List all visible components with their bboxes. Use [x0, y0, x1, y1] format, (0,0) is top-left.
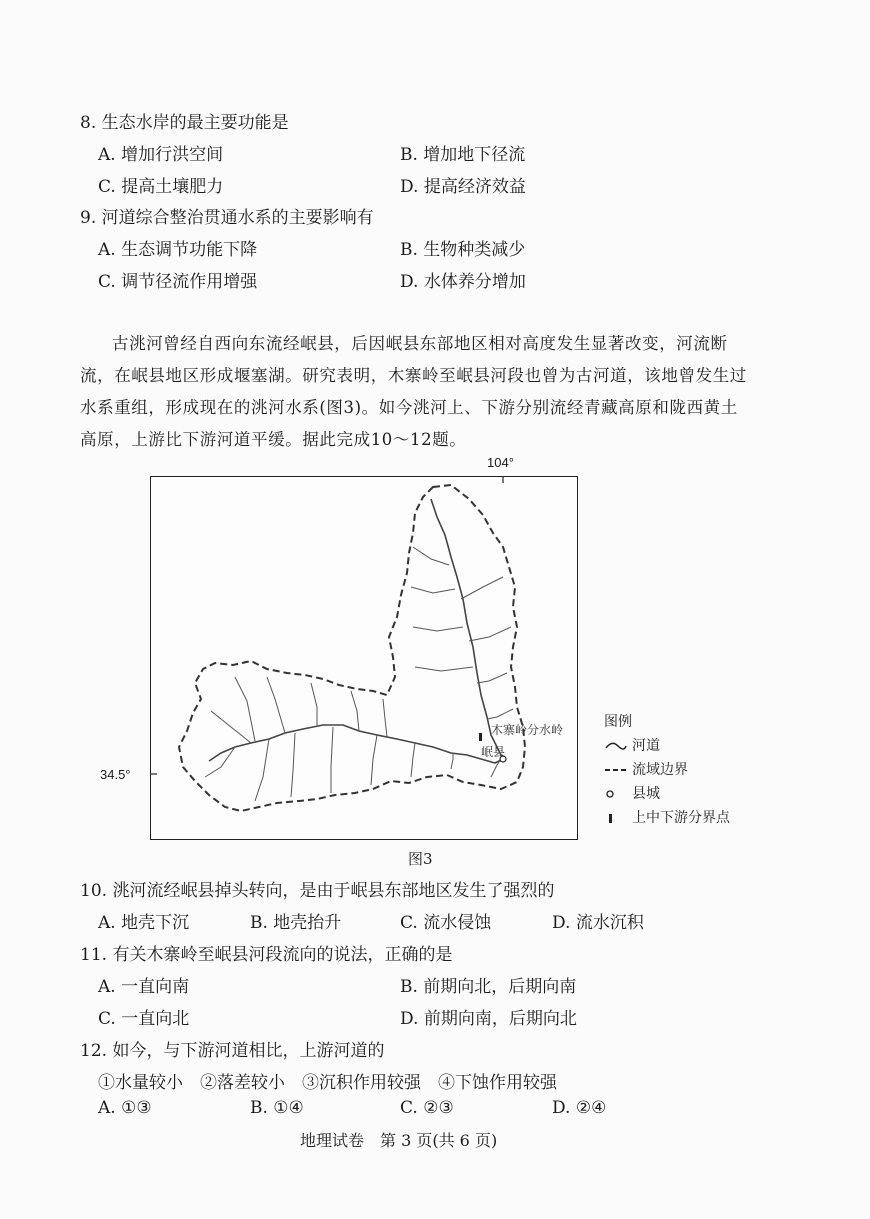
- river-map: [151, 477, 577, 839]
- q8-option-d: D. 提高经济效益: [400, 177, 526, 197]
- q8-option-b: B. 增加地下径流: [400, 145, 526, 165]
- q11-stem: 11. 有关木寨岭至岷县河段流向的说法，正确的是: [80, 945, 453, 965]
- q9-option-d: D. 水体养分增加: [400, 272, 526, 292]
- map-legend: [604, 710, 730, 830]
- figure-3-map: [150, 476, 578, 840]
- q9-stem: 9. 河道综合整治贯通水系的主要影响有: [80, 208, 374, 228]
- river-icon: [604, 738, 628, 754]
- q10-option-a: A. 地壳下沉: [98, 913, 190, 933]
- passage-line-1: 古洮河曾经自西向东流经岷县，后因岷县东部地区相对高度发生显著改变，河流断: [112, 334, 728, 353]
- q9-option-a: A. 生态调节功能下降: [98, 240, 258, 260]
- q8-option-c: C. 提高土壤肥力: [98, 177, 224, 197]
- q10-option-d: D. 流水沉积: [552, 913, 644, 933]
- tributary: [411, 547, 513, 719]
- q12-statements: ①水量较小 ②落差较小 ③沉积作用较强 ④下蚀作用较强: [98, 1073, 557, 1093]
- q11-option-b: B. 前期向北，后期向南: [400, 977, 577, 997]
- main-river: [209, 499, 506, 763]
- q10-stem: 10. 洮河流经岷县掉头转向，是由于岷县东部地区发生了强烈的: [80, 881, 555, 901]
- q11-option-d: D. 前期向南，后期向北: [400, 1009, 577, 1029]
- legend-segment-point: 上中下游分界点: [604, 806, 730, 830]
- latitude-label: 34.5°: [100, 767, 131, 782]
- passage-line-2: 流，在岷县地区形成堰塞湖。研究表明，木寨岭至岷县河段也曾为古河道，该地曾发生过: [80, 366, 747, 385]
- q12-option-a: A. ①③: [98, 1098, 152, 1118]
- county-icon: [604, 786, 628, 802]
- q9-option-c: C. 调节径流作用增强: [98, 272, 258, 292]
- place-muzhailing: 木寨岭分水岭: [491, 723, 564, 737]
- q12-option-c: C. ②③: [400, 1098, 454, 1118]
- tributary: [205, 677, 501, 801]
- q10-option-c: C. 流水侵蚀: [400, 913, 492, 933]
- segment-point-symbol: [479, 733, 482, 741]
- q11-option-a: A. 一直向南: [98, 977, 190, 997]
- q8-option-a: A. 增加行洪空间: [98, 145, 224, 165]
- place-minxian: 岷县: [481, 745, 506, 759]
- q10-option-b: B. 地壳抬升: [250, 913, 342, 933]
- legend-river: 河道: [604, 734, 730, 758]
- longitude-label: 104°: [487, 455, 514, 470]
- passage-line-4: 高原，上游比下游河道平缓。据此完成10～12题。: [80, 430, 467, 449]
- page-footer: 地理试卷 第 3 页(共 6 页): [300, 1131, 498, 1150]
- passage-line-3: 水系重组，形成现在的洮河水系(图3)。如今洮河上、下游分别流经青藏高原和陇西黄土: [80, 398, 738, 417]
- q9-option-b: B. 生物种类减少: [400, 240, 526, 260]
- q12-option-d: D. ②④: [552, 1098, 607, 1118]
- legend-county: 县城: [604, 782, 730, 806]
- q12-option-b: B. ①④: [250, 1098, 304, 1118]
- q8-stem: 8. 生态水岸的最主要功能是: [80, 113, 289, 133]
- q11-option-c: C. 一直向北: [98, 1009, 190, 1029]
- boundary-icon: [604, 762, 628, 778]
- legend-boundary: 流域边界: [604, 758, 730, 782]
- segment-point-icon: [604, 810, 628, 826]
- figure-caption: 图3: [408, 850, 433, 868]
- q12-stem: 12. 如今，与下游河道相比，上游河道的: [80, 1041, 385, 1061]
- legend-title: 图例: [604, 714, 632, 730]
